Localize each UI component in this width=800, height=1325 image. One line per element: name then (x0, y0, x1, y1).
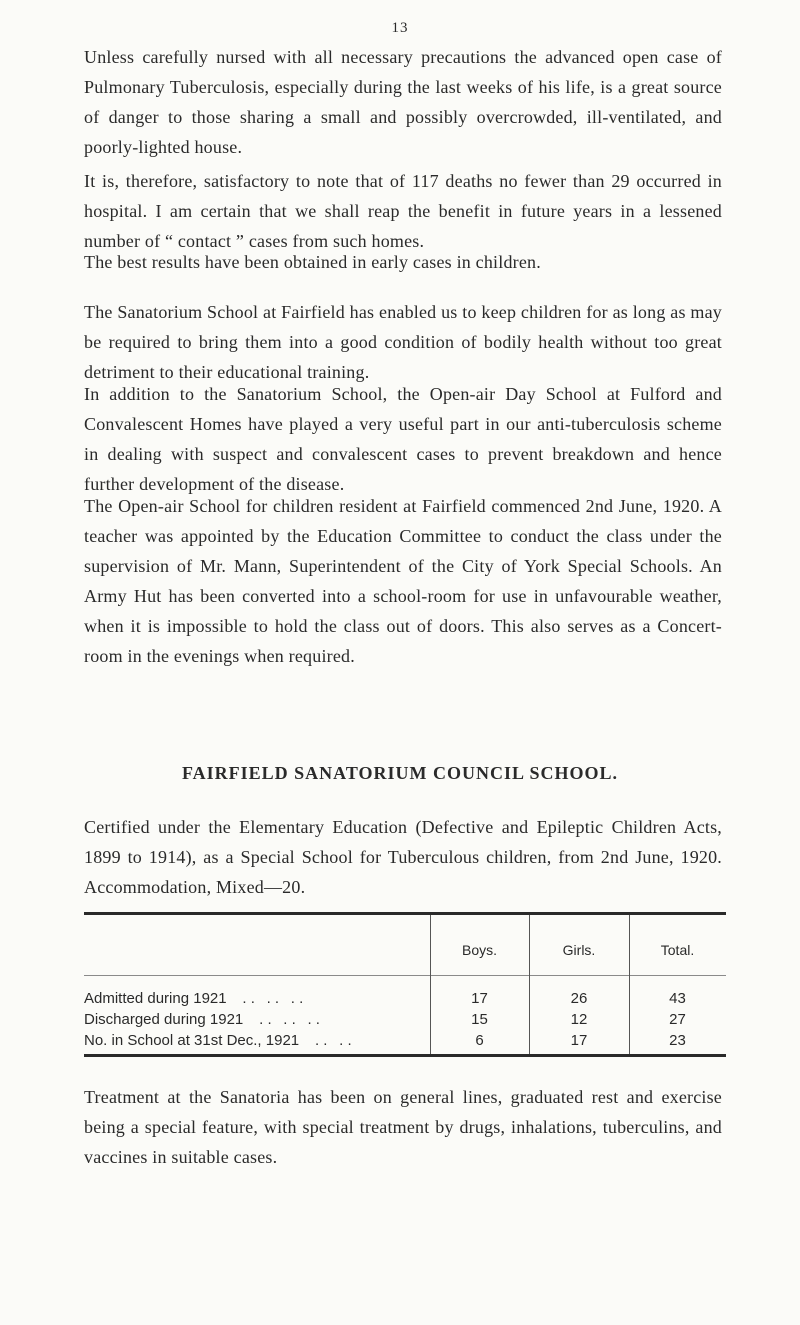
paragraph-hospital-deaths: It is, therefore, satisfactory to note that of 117 deaths no fewer than 29 occurred in hospital. I am certain that we shall reap the benefit in future years in a lessened number of “ contact ” cases from such homes. (84, 171, 722, 251)
paragraph-open-air-day-school: In addition to the Sanatorium School, the Open-air Day School at Fulford and Convalescent Homes have played a very useful part in our anti-tuberculosis scheme in dealing with suspect and convalescent cases to prevent breakdown and hence further development of the disease. (84, 384, 722, 494)
column-header-girls: Girls. (562, 942, 596, 958)
column-header-boys: Boys. (461, 942, 497, 958)
cell-total: 43 (669, 990, 686, 1007)
cell-boys: 15 (471, 1011, 488, 1028)
table-bottom-rule (84, 1054, 726, 1057)
cell-girls: 26 (570, 990, 588, 1007)
paragraph-certification: Certified under the Elementary Education (Defective and Epileptic Children Acts, 1899 to 1914), as a Special School for Tuberculous children, from 2nd June, 1920. Accommodation, Mixed—20. (84, 817, 722, 897)
section-heading: FAIRFIELD SANATORIUM COUNCIL SCHOOL. (181, 763, 619, 783)
column-header-total: Total. (660, 942, 695, 958)
page-number: 13 (391, 20, 409, 36)
paragraph-open-case-danger: Unless carefully nursed with all necessary precautions the advanced open case of Pulmonary Tuberculosis, especially during the last weeks of his life, is a great source of danger to those sharing a small and possibly overcrowded, ill-ventilated, and poorly-lighted house. (84, 47, 722, 157)
paragraph-best-results: The best results have been obtained in early cases in children. (84, 252, 541, 272)
row-label-admitted: Admitted during 1921 . . . . . . (84, 990, 304, 1007)
row-label-in-school: No. in School at 31st Dec., 1921 . . . . (84, 1032, 352, 1049)
paragraph-sanatorium-school: The Sanatorium School at Fairfield has enabled us to keep children for as long as may be required to bring them into a good condition of bodily health without too great detriment to their educational training. (84, 302, 722, 382)
cell-boys: 6 (475, 1032, 484, 1049)
paragraph-treatment: Treatment at the Sanatoria has been on general lines, graduated rest and exercise being a special feature, with special treatment by drugs, inhalations, tuberculins, and vaccines in suitable cases. (84, 1087, 722, 1167)
cell-girls: 12 (570, 1011, 588, 1028)
row-label-discharged: Discharged during 1921 . . . . . . (84, 1011, 320, 1028)
cell-boys: 17 (471, 990, 488, 1007)
cell-total: 27 (669, 1011, 686, 1028)
cell-total: 23 (669, 1032, 686, 1049)
admissions-table (84, 912, 726, 1058)
cell-girls: 17 (570, 1032, 588, 1049)
paragraph-open-air-school-fairfield: The Open-air School for children resident at Fairfield commenced 2nd June, 1920. A teacher was appointed by the Education Committee to conduct the class under the supervision of Mr. Mann, Superintendent of the City of York Special Schools. An Army Hut has been converted into a school-room for use in unfavourable weather, when it is impossible to hold the class out of doors. This also serves as a Concert-room in the evenings when required. (84, 496, 722, 666)
